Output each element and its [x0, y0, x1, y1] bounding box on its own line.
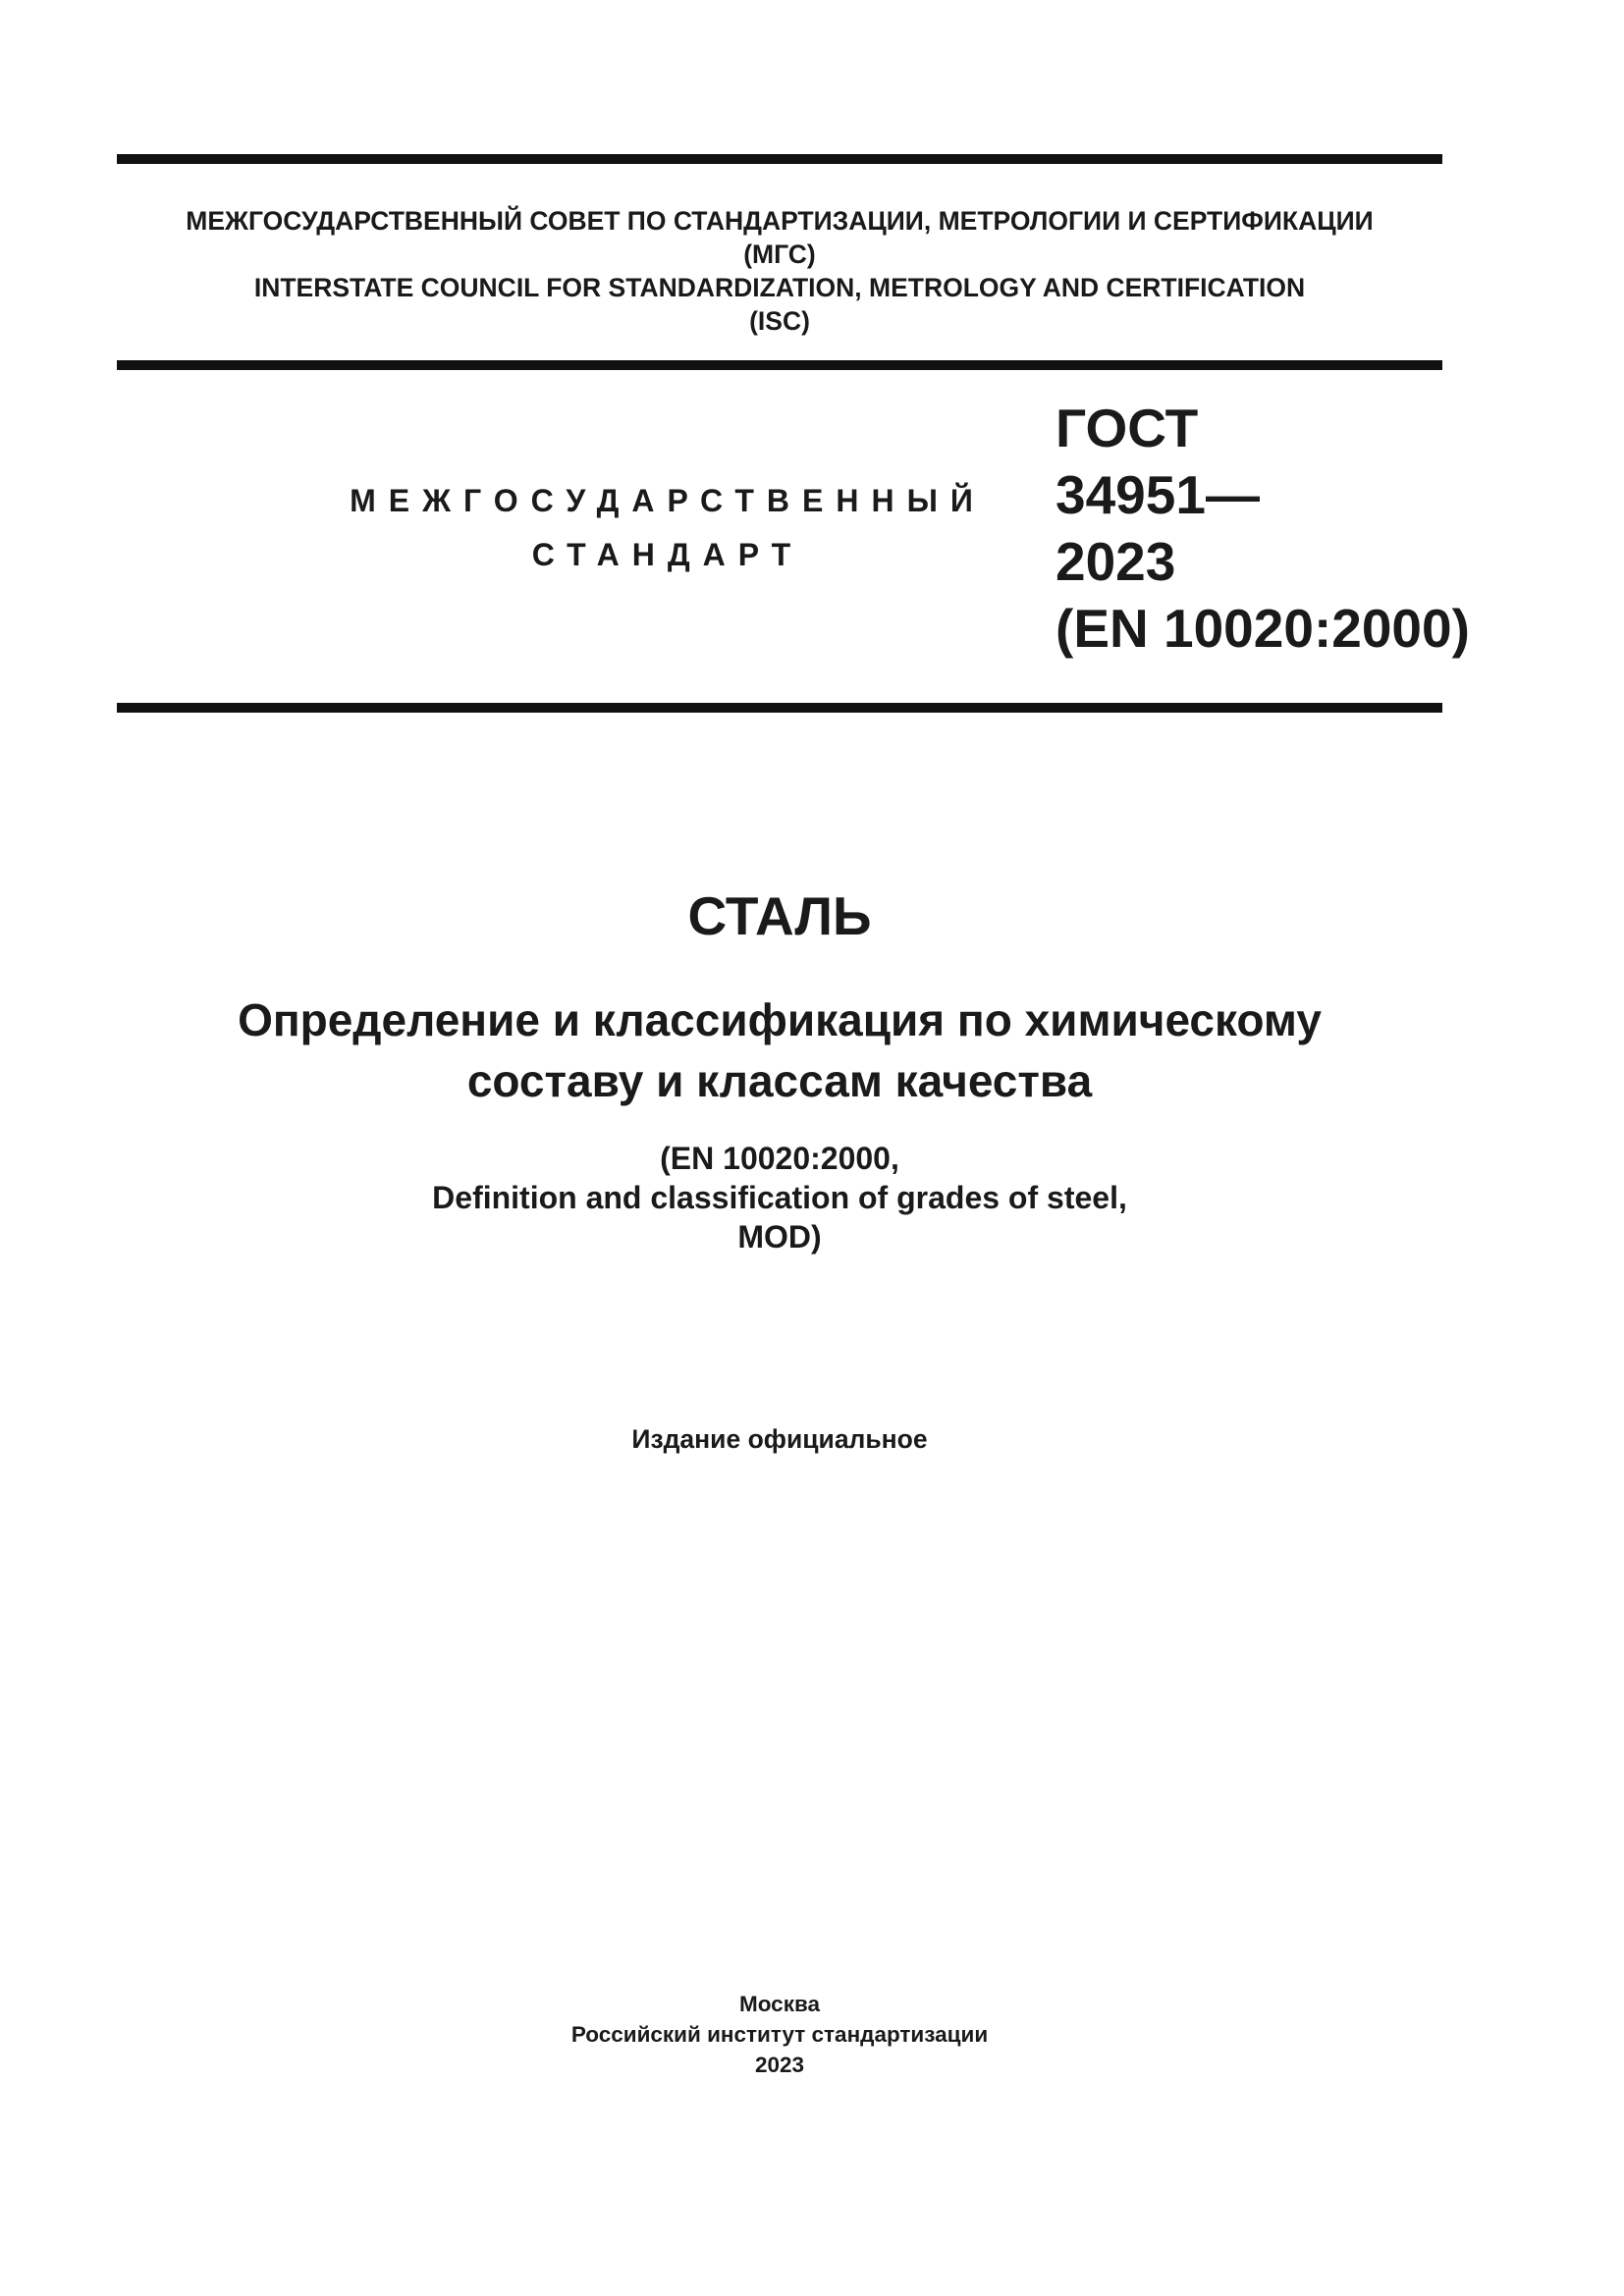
bottom-divider	[117, 703, 1442, 713]
council-abbr-en: (ISC)	[749, 306, 810, 336]
publisher-institute: Российский институт стандартизации	[570, 2022, 989, 2047]
council-name-ru: МЕЖГОСУДАРСТВЕННЫЙ СОВЕТ ПО СТАНДАРТИЗАЦИИ, МЕТРОЛОГИИ И СЕРТИФИКАЦИИ	[186, 206, 1374, 236]
council-abbr-ru: (МГС)	[743, 240, 816, 269]
subtitle-line2: составу и классам качества	[466, 1055, 1093, 1106]
publisher-block	[117, 1989, 1442, 2080]
standard-type-label	[324, 474, 1011, 582]
publisher-city: Москва	[738, 1992, 820, 2016]
document-title: СТАЛЬ	[687, 885, 872, 946]
designation-line4: (EN 10020:2000)	[1056, 598, 1470, 659]
designation-line1: ГОСТ	[1056, 398, 1199, 458]
council-name-en: INTERSTATE COUNCIL FOR STANDARDIZATION, METROLOGY AND CERTIFICATION	[253, 273, 1306, 302]
edition-label: Издание официальное	[631, 1424, 928, 1454]
middle-divider	[117, 360, 1442, 370]
publisher-year: 2023	[754, 2053, 805, 2077]
reference-line1: (EN 10020:2000,	[660, 1141, 899, 1176]
standard-type-line2: СТАНДАРТ	[531, 537, 804, 572]
subtitle-line1: Определение и классификация по химическому	[238, 994, 1322, 1045]
standard-type-line1: МЕЖГОСУДАРСТВЕННЫЙ	[350, 483, 986, 518]
standard-designation	[1056, 395, 1470, 662]
reference-standard	[117, 1139, 1442, 1256]
reference-line2: Definition and classification of grades of steel,	[432, 1180, 1127, 1215]
document-subtitle	[117, 989, 1442, 1111]
top-divider	[117, 154, 1442, 164]
council-header	[117, 204, 1442, 338]
reference-line3: MOD)	[737, 1219, 822, 1255]
designation-line2: 34951—	[1056, 464, 1260, 525]
designation-line3: 2023	[1056, 531, 1176, 592]
